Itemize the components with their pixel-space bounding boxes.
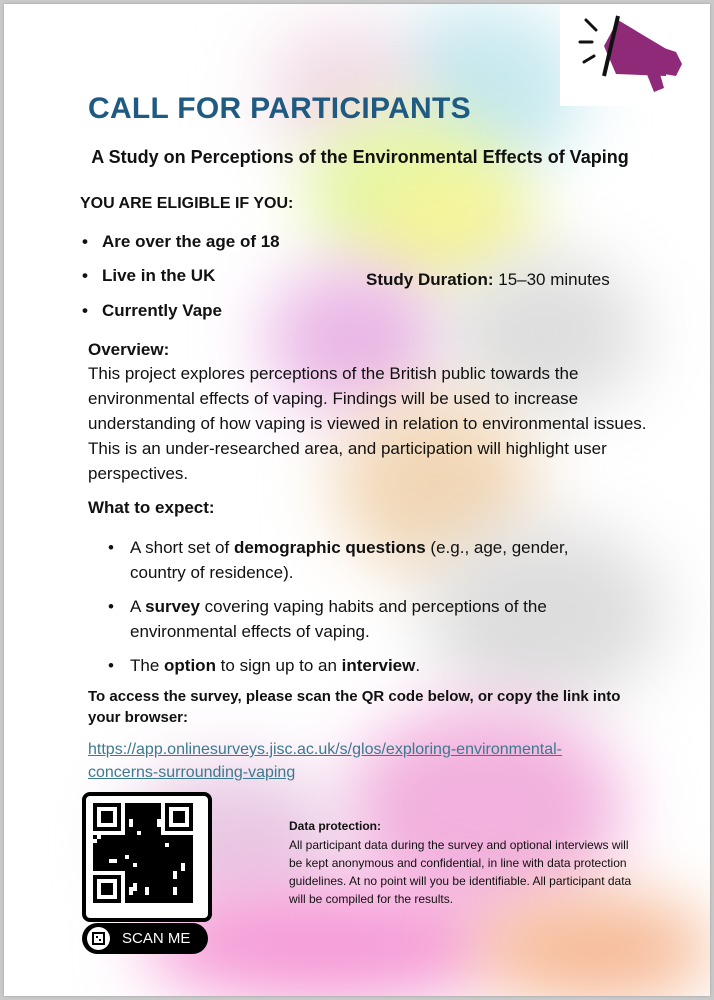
flyer-page: CALL FOR PARTICIPANTS A Study on Perceptions of the Environmental Effects of Vaping YOU ARE ELIGIBLE IF YOU: • Are over the age of 18 • Live in the UK • Currently Vape Study Duration: 15–30 minutes Overview: This project explores perceptions of the British public towards the environmental effects of vaping. Findings will be used to increase understanding of how vaping is viewed in relation to environmental issues. This is an under-researched area, and participation will highlight user perspectives. What to expect: • A short set of demographic questions (e.g., age, gender, country of residence). • A survey covering vaping habits and perceptions of the environmental effects of vaping. • The option to sign up to an interview. To access the survey, please scan the QR code below, or copy the link into your browser: https://app.onlinesurveys.jisc.ac.uk/s/glos/exploring-environmental- concerns-surrounding-vaping SCAN ME Data protection: All participant data during the survey and optional interviews will be kept anonymous and confidential, in line with data protection guidelines. At no point will you be identifiable. All participant data will be compiled for the results. [4,4,710,996]
qr-code-pattern [90,800,204,914]
eligibility-item: • Live in the UK [82,266,216,285]
expect-heading: What to expect: [88,498,215,517]
eligibility-heading: YOU ARE ELIGIBLE IF YOU: [80,195,294,212]
access-instructions: To access the survey, please scan the QR code below, or copy the link into your browser: [88,688,621,726]
scan-me-label: SCAN ME [122,930,191,947]
megaphone-icon [560,4,710,106]
duration-value: 15–30 minutes [498,270,610,289]
study-subtitle: A Study on Perceptions of the Environmental Effects of Vaping [91,147,629,167]
qr-code[interactable] [82,792,212,922]
study-duration [366,270,610,290]
overview-heading: Overview: [88,340,170,359]
overview-text: This project explores perceptions of the British public towards the environmental effects of vaping. Findings will be used to increase understanding of how vaping is viewed in relation to environmental issues. This is an under-researched area, and participation will highlight user perspectives. [88,364,647,483]
eligibility-item: • Currently Vape [82,301,222,320]
duration-label: Study Duration: [366,270,494,289]
qr-scan-icon [87,927,110,950]
megaphone-logo [560,4,710,106]
page-title: CALL FOR PARTICIPANTS [88,92,471,125]
scan-me-badge [82,923,208,954]
data-protection-heading: Data protection: [289,819,382,833]
survey-link[interactable]: https://app.onlinesurveys.jisc.ac.uk/s/glos/exploring-environmental- concerns-surrounding-vaping [88,741,563,781]
eligibility-item: • Are over the age of 18 [82,232,280,251]
data-protection-text: All participant data during the survey and optional interviews will be kept anonymous and confidential, in line with data protection guidelines. At no point will you be identifiable. All participant data will be compiled for the results. [289,838,632,906]
